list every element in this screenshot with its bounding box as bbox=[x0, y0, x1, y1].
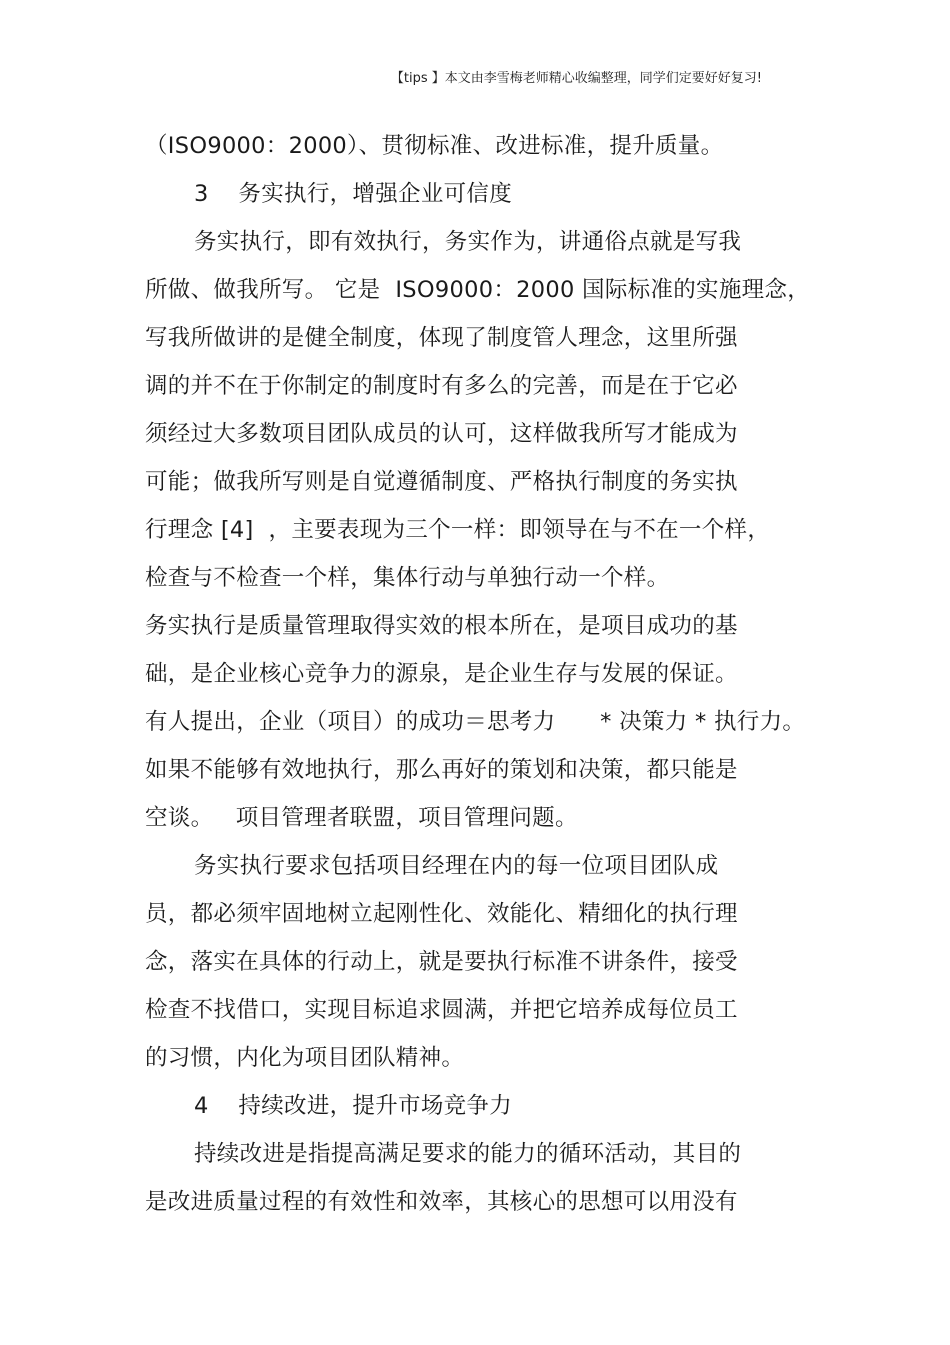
body-line: 础，是企业核心竞争力的源泉，是企业生存与发展的保证。 bbox=[145, 661, 738, 687]
body-line: 务实执行是质量管理取得实效的根本所在，是项目成功的基 bbox=[145, 613, 738, 639]
body-line: 检查与不检查一个样，集体行动与单独行动一个样。 bbox=[145, 565, 670, 591]
body-line: 持续改进是指提高满足要求的能力的循环活动，其目的 bbox=[194, 1141, 742, 1167]
body-line: 的习惯，内化为项目团队精神。 bbox=[145, 1045, 465, 1071]
body-line: 务实执行，即有效执行，务实作为，讲通俗点就是写我 bbox=[194, 229, 742, 255]
body-line: 写我所做讲的是健全制度，体现了制度管人理念，这里所强 bbox=[145, 325, 738, 351]
body-line: 调的并不在于你制定的制度时有多么的完善，而是在于它必 bbox=[145, 373, 738, 399]
section-heading: 4 持续改进，提升市场竞争力 bbox=[194, 1093, 513, 1119]
body-line: 所做、做我所写。 它是 ISO9000：2000 国际标准的实施理念， bbox=[145, 277, 811, 303]
body-line: 务实执行要求包括项目经理在内的每一位项目团队成 bbox=[194, 853, 719, 879]
section-heading: 3 务实执行，增强企业可信度 bbox=[194, 181, 513, 207]
body-line: 如果不能够有效地执行，那么再好的策划和决策，都只能是 bbox=[145, 757, 738, 783]
body-line: 是改进质量过程的有效性和效率，其核心的思想可以用没有 bbox=[145, 1189, 738, 1215]
body-line: 行理念 [4] ，主要表现为三个一样：即领导在与不在一个样， bbox=[145, 517, 771, 543]
header-tip-note: 【tips 】本文由李雪梅老师精心收编整理，同学们定要好好复习! bbox=[390, 71, 762, 86]
body-line: 空谈。 项目管理者联盟，项目管理问题。 bbox=[145, 805, 578, 831]
body-line: 有人提出，企业（项目）的成功＝思考力 * 决策力 * 执行力。 bbox=[145, 709, 806, 735]
body-line: 念，落实在具体的行动上，就是要执行标准不讲条件，接受 bbox=[145, 949, 738, 975]
body-line: 检查不找借口，实现目标追求圆满，并把它培养成每位员工 bbox=[145, 997, 738, 1023]
body-line: 须经过大多数项目团队成员的认可，这样做我所写才能成为 bbox=[145, 421, 738, 447]
body-line: （ISO9000：2000）、贯彻标准、改进标准，提升质量。 bbox=[145, 133, 724, 159]
body-line: 员，都必须牢固地树立起刚性化、效能化、精细化的执行理 bbox=[145, 901, 738, 927]
body-line: 可能；做我所写则是自觉遵循制度、严格执行制度的务实执 bbox=[145, 469, 738, 495]
